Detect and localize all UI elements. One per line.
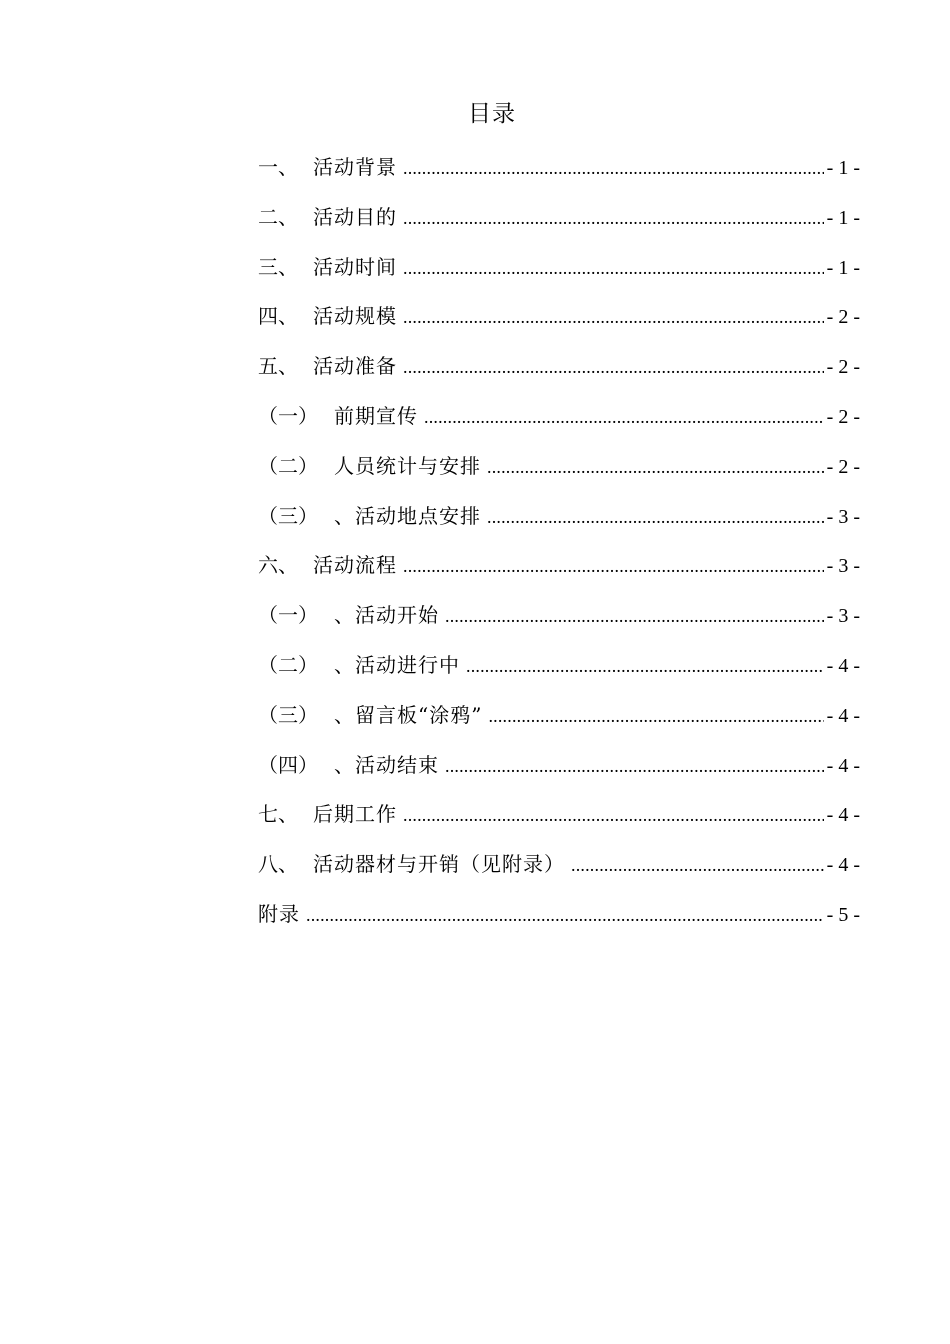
toc-dot-leader [445, 599, 824, 633]
toc-entry-label: 活动器材与开销（见附录） [313, 852, 565, 877]
toc-entry-label: 活动准备 [313, 354, 397, 379]
toc-entry-label: 、活动进行中 [334, 652, 460, 677]
toc-dot-leader [403, 549, 824, 583]
toc-dot-leader [403, 251, 824, 285]
toc-entry-page: - 3 - [826, 505, 860, 528]
toc-entry-8[interactable] [258, 499, 860, 549]
toc-entry-page: - 4 - [826, 704, 860, 727]
toc-entry-page: - 2 - [826, 306, 860, 329]
toc-entry-page: - 4 - [826, 804, 860, 827]
toc-entry-number: 七、 [258, 802, 298, 827]
toc-entry-3[interactable] [258, 250, 860, 300]
toc-entry-6[interactable] [258, 399, 860, 449]
toc-entry-page: - 1 - [826, 256, 860, 279]
toc-entry-label: 活动时间 [313, 254, 397, 279]
toc-entry-number: 四、 [258, 304, 298, 329]
toc-dot-leader [487, 500, 824, 534]
toc-entry-page: - 4 - [826, 854, 860, 877]
toc-entry-1[interactable] [258, 150, 860, 200]
toc-entry-label: 活动流程 [313, 553, 397, 578]
toc-entry-12[interactable] [258, 698, 860, 748]
toc-entry-label: 活动目的 [313, 204, 397, 229]
toc-dot-leader [466, 649, 824, 683]
toc-entry-label: 后期工作 [313, 802, 397, 827]
toc-entry-number: 二、 [258, 204, 298, 229]
toc-entry-page: - 2 - [826, 405, 860, 428]
toc-entry-number: 五、 [258, 354, 298, 379]
toc-entry-label: 附录 [258, 901, 300, 926]
toc-entry-page: - 1 - [826, 206, 860, 229]
toc-dot-leader [403, 151, 824, 185]
toc-title: 目录 [468, 101, 516, 127]
toc-dot-leader [403, 300, 824, 334]
toc-entry-number: 三、 [258, 254, 298, 279]
toc-entry-11[interactable] [258, 648, 860, 698]
toc-entry-label: 、活动结束 [334, 752, 439, 777]
toc-entry-label: 、留言板“涂鸦” [334, 702, 483, 727]
toc-entry-7[interactable] [258, 449, 860, 499]
toc-entry-number: （三） [258, 503, 318, 528]
toc-dot-leader [424, 400, 824, 434]
toc-dot-leader [571, 848, 824, 882]
toc-entry-page: - 2 - [826, 356, 860, 379]
table-of-contents [258, 150, 860, 947]
toc-entry-label: 、活动地点安排 [334, 503, 481, 528]
toc-dot-leader [306, 898, 824, 932]
toc-dot-leader [403, 350, 824, 384]
toc-entry-2[interactable] [258, 200, 860, 250]
toc-entry-page: - 1 - [826, 157, 860, 179]
toc-entry-14[interactable] [258, 797, 860, 847]
toc-entry-number: （一） [258, 403, 318, 428]
toc-entry-10[interactable] [258, 598, 860, 648]
toc-entry-9[interactable] [258, 548, 860, 598]
toc-entry-15[interactable] [258, 847, 860, 897]
toc-entry-number: （二） [258, 652, 318, 677]
toc-entry-number: （三） [258, 702, 318, 727]
toc-entry-page: - 4 - [826, 654, 860, 677]
toc-entry-label: 前期宣传 [334, 403, 418, 428]
toc-entry-page: - 4 - [826, 754, 860, 777]
toc-entry-number: （一） [258, 603, 318, 628]
toc-entry-label: 、活动开始 [334, 603, 439, 628]
toc-entry-number: （四） [258, 752, 318, 777]
toc-entry-page: - 3 - [826, 605, 860, 628]
toc-entry-label: 活动背景 [313, 155, 397, 179]
toc-entry-5[interactable] [258, 349, 860, 399]
toc-dot-leader [487, 450, 824, 484]
toc-entry-label: 活动规模 [313, 304, 397, 329]
toc-dot-leader [488, 699, 823, 733]
toc-dot-leader [403, 201, 824, 235]
toc-entry-13[interactable] [258, 748, 860, 798]
toc-dot-leader [403, 798, 824, 832]
toc-entry-number: 八、 [258, 852, 298, 877]
toc-entry-page: - 3 - [826, 555, 860, 578]
toc-entry-page: - 5 - [826, 903, 860, 926]
toc-entry-number: 六、 [258, 553, 298, 578]
toc-dot-leader [445, 749, 824, 783]
toc-entry-number: 一、 [258, 155, 298, 179]
toc-entry-4[interactable] [258, 299, 860, 349]
toc-entry-number: （二） [258, 453, 318, 478]
toc-entry-16[interactable] [258, 897, 860, 947]
toc-entry-page: - 2 - [826, 455, 860, 478]
toc-entry-label: 人员统计与安排 [334, 453, 481, 478]
